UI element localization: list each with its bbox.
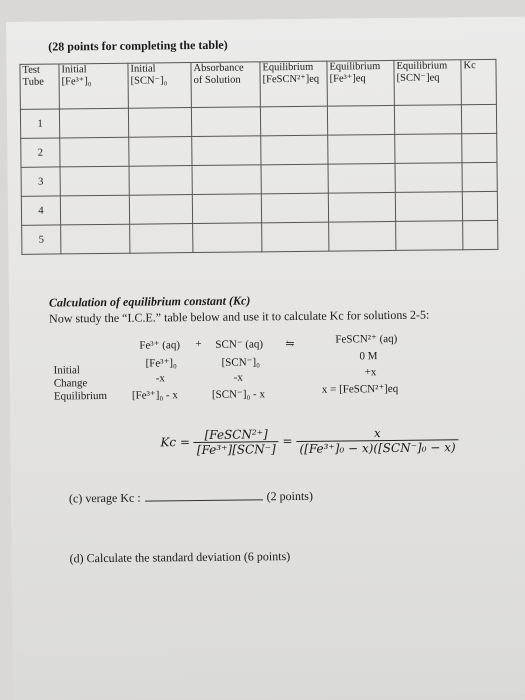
table-points-header: (28 points for completing the table) [48,37,228,54]
kc-numerator-x: x [296,425,458,442]
row-number: 3 [21,167,60,196]
table-header-row [20,59,496,109]
average-kc-blank[interactable] [145,499,263,501]
ice-fescn-change: +x [364,366,377,379]
kc-fraction-x [296,425,458,456]
col-header-eq-fescn: Equilibrium [FeSCN²⁺]eq [260,61,327,107]
ice-scn-initial: [SCN⁻]₀ [221,356,261,369]
product-fescn: FeSCN²⁺ (aq) [335,332,398,346]
reactant-scn: SCN⁻ (aq) [215,338,264,351]
std-dev-question: (d) Calculate the standard deviation (6 points) [69,549,291,566]
ice-label-initial: Initial [53,364,80,377]
col-header-test-tube: Test Tube [20,64,59,109]
kc-lhs: Kc = [160,435,191,450]
worksheet-page [6,17,525,700]
row-number: 4 [21,196,60,225]
kc-numerator: [FeSCN²⁺] [194,427,279,443]
ice-label-change: Change [53,377,88,390]
equilibrium-arrow-icon: ⇋ [285,337,295,351]
kc-equals: = [282,434,293,449]
ice-scn-equilibrium: [SCN⁻]₀ - x [211,388,266,401]
col-header-absorbance: Absorbance of Solution [191,62,260,108]
ice-fescn-initial: 0 M [359,350,378,363]
col-header-initial-scn: Initial [SCN⁻]₀ [128,63,191,109]
average-kc-points: (2 points) [266,488,314,504]
row-number: 1 [20,109,59,138]
ice-scn-change: -x [233,371,243,384]
row-number: 2 [21,138,60,167]
plus-sign: + [195,337,202,351]
row-number: 5 [22,225,61,254]
ice-fe-initial: [Fe³⁺]₀ [145,357,177,370]
col-header-kc: Kc [461,59,496,104]
average-kc-question [69,489,313,507]
kc-denominator-x: ([Fe³⁺]₀ − x)([SCN⁻]₀ − x) [299,440,456,456]
table-row [22,220,498,254]
col-header-initial-fe: Initial [Fe³⁺]₀ [59,63,128,109]
col-header-eq-fe: Equilibrium [Fe³⁺]eq [327,60,394,106]
col-header-eq-scn: Equilibrium [SCN⁻]eq [394,60,461,106]
calc-instructions: Now study the “I.C.E.” table below and use it to calculate Kc for solutions 2-5: [49,307,430,326]
average-kc-label: (c) verage Kc : [68,490,141,506]
ice-fe-change: -x [155,372,165,385]
kc-denominator: [Fe³⁺][SCN⁻] [196,442,276,458]
ice-fe-equilibrium: [Fe³⁺]₀ - x [131,389,178,402]
kc-equation [160,425,458,457]
reactant-fe: Fe³⁺ (aq) [139,339,181,352]
kc-fraction-concentrations [194,427,279,457]
data-table [19,59,498,255]
ice-label-equilibrium: Equilibrium [53,389,108,403]
ice-fescn-equilibrium: x = [FeSCN²⁺]eq [321,382,399,396]
calc-section-title: Calculation of equilibrium constant (Kc) [48,293,251,310]
